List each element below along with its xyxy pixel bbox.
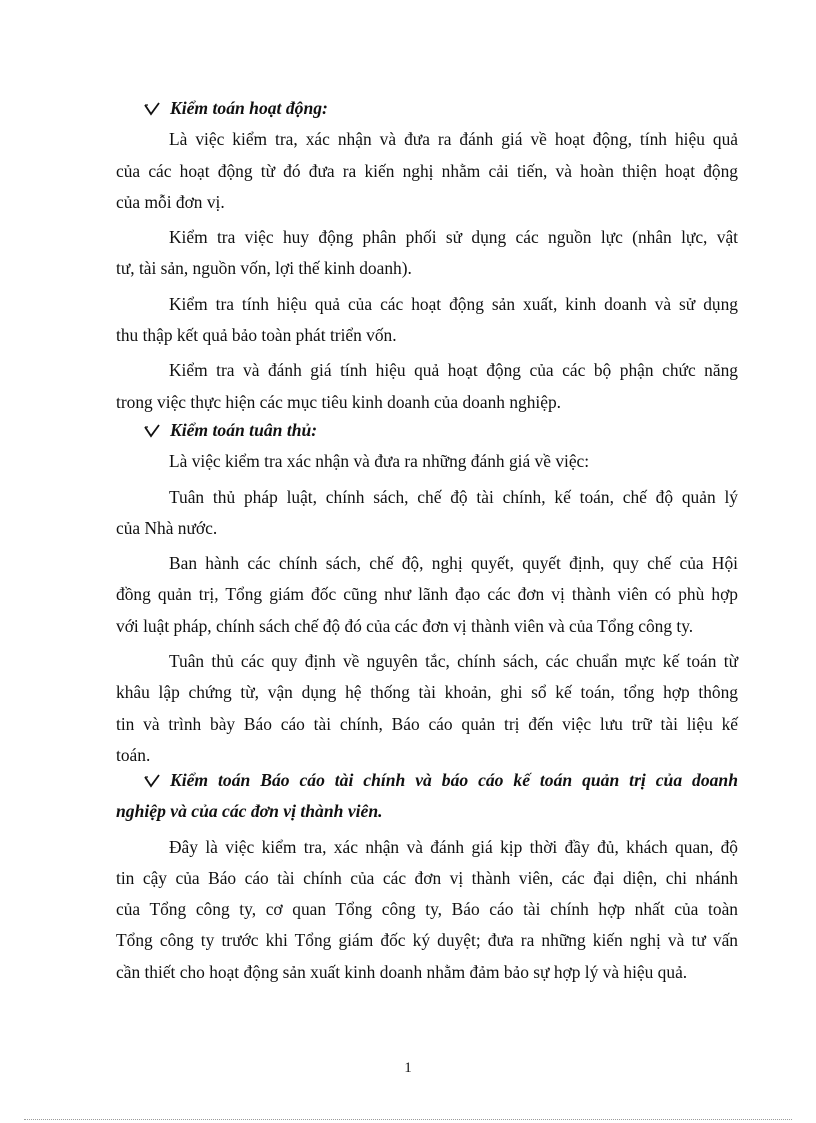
paragraph-line: tư, tài sản, nguồn vốn, lợi thế kinh doanh).: [116, 258, 412, 279]
section-financial-statement-audit: [116, 765, 738, 988]
paragraph-line: Tuân thủ các quy định về nguyên tắc, chính sách, các chuẩn mực kế toán từ: [169, 651, 738, 672]
paragraph: [116, 646, 738, 771]
section-heading: [116, 93, 738, 124]
paragraph-line: khâu lập chứng từ, vận dụng hệ thống tài khoản, ghi sổ kế toán, tổng hợp thông: [116, 682, 738, 703]
paragraph: [116, 446, 738, 477]
paragraph: [116, 355, 738, 418]
paragraph-line: Tuân thủ pháp luật, chính sách, chế độ tài chính, kế toán, chế độ quản lý: [169, 486, 738, 507]
paragraph-line: cần thiết cho hoạt động sản xuất kinh doanh nhằm đảm bảo sự hợp lý và hiệu quả.: [116, 961, 688, 982]
paragraph-line: Là việc kiểm tra xác nhận và đưa ra những đánh giá về việc:: [169, 451, 590, 472]
paragraph-line: Kiểm tra và đánh giá tính hiệu quả hoạt động của các bộ phận chức năng: [169, 360, 738, 381]
section-heading: [116, 765, 738, 796]
paragraph: [116, 222, 738, 285]
paragraph-line: của mỗi đơn vị.: [116, 191, 225, 212]
paragraph-line: toán.: [116, 744, 151, 765]
heading-text: Kiểm toán hoạt động:: [170, 98, 328, 118]
page-number: 1: [404, 1060, 412, 1076]
checkmark-bullet-icon: [144, 102, 160, 116]
section-heading-continued: nghiệp và của các đơn vị thành viên.: [116, 801, 383, 822]
section-heading: [116, 415, 738, 446]
paragraph-line: Là việc kiểm tra, xác nhận và đưa ra đánh giá về hoạt động, tính hiệu quả: [169, 129, 738, 150]
paragraph-line: Kiểm tra việc huy động phân phối sử dụng các nguồn lực (nhân lực, vật: [169, 227, 738, 248]
paragraph-line: với luật pháp, chính sách chế độ đó của các đơn vị thành viên và của Tổng công ty.: [116, 615, 694, 636]
checkmark-bullet-icon: [144, 424, 160, 438]
section-operational-audit: [116, 93, 738, 418]
checkmark-bullet-icon: [144, 774, 160, 788]
paragraph-line: đồng quản trị, Tổng giám đốc cũng như lãnh đạo các đơn vị thành viên có phù hợp: [116, 584, 738, 605]
section-compliance-audit: [116, 415, 738, 771]
paragraph-line: Ban hành các chính sách, chế độ, nghị quyết, quyết định, quy chế của Hội: [169, 553, 738, 574]
paragraph: [116, 124, 738, 218]
paragraph-line: Kiểm tra tính hiệu quả của các hoạt động sản xuất, kinh doanh và sử dụng: [169, 293, 738, 314]
paragraph-line: Tổng công ty trước khi Tổng giám đốc ký duyệt; đưa ra những kiến nghị và tư vấn: [116, 930, 738, 951]
paragraph-line: trong việc thực hiện các mục tiêu kinh doanh của doanh nghiệp.: [116, 391, 562, 412]
paragraph-line: của các hoạt động từ đó đưa ra kiến nghị nhằm cải tiến, và hoàn thiện hoạt động: [116, 160, 738, 181]
paragraph-line: Đây là việc kiểm tra, xác nhận và đánh giá kịp thời đầy đủ, khách quan, độ: [169, 836, 738, 857]
paragraph: [116, 289, 738, 352]
paragraph-line: của Tổng công ty, cơ quan Tổng công ty, Báo cáo tài chính hợp nhất của toàn: [116, 899, 738, 920]
paragraph: [116, 548, 738, 642]
paragraph-line: của Nhà nước.: [116, 517, 218, 538]
paragraph-line: tin và trình bày Báo cáo tài chính, Báo cáo quản trị đến việc lưu trữ tài liệu kế: [116, 713, 738, 734]
paragraph-line: thu thập kết quả bảo toàn phát triển vốn.: [116, 325, 397, 346]
heading-text: Kiểm toán tuân thủ:: [170, 420, 318, 440]
paragraph: [116, 832, 738, 988]
paragraph: [116, 482, 738, 545]
page-bottom-divider: [24, 1119, 792, 1120]
paragraph-line: tin cậy của Báo cáo tài chính của các đơn vị thành viên, các đại diện, chi nhánh: [116, 867, 738, 888]
heading-text: Kiểm toán Báo cáo tài chính và báo cáo kế toán quản trị của doanh: [170, 770, 738, 790]
